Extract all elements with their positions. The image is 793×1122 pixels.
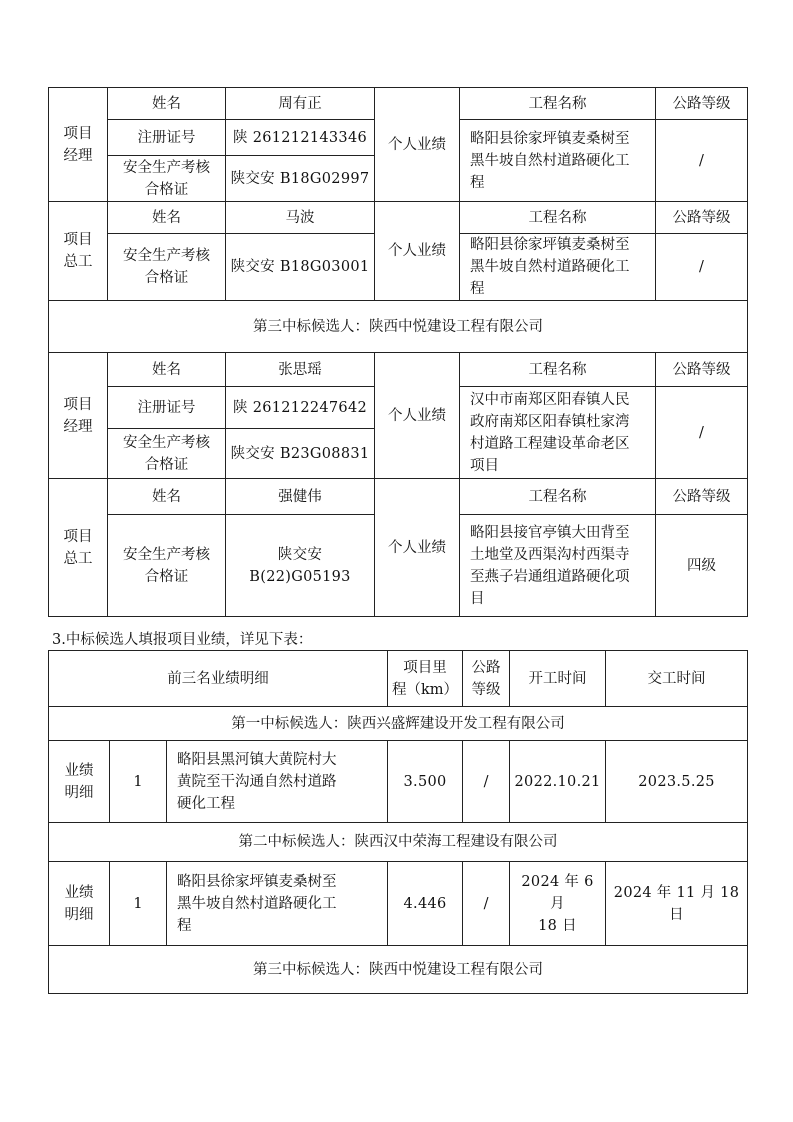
candidate-banner: 第三中标候选人：陕西中悦建设工程有限公司 <box>49 301 748 353</box>
road-grade: / <box>656 234 748 301</box>
road-grade: / <box>656 120 748 202</box>
finish-date: 2024 年 11 月 18 日 <box>606 862 748 946</box>
section-note: 3.中标候选人填报项目业绩，详见下表： <box>52 632 313 648</box>
road-grade: / <box>463 862 510 946</box>
start-date: 2024 年 6 月 18 日 <box>510 862 606 946</box>
role-cell: 项目 经理 <box>49 353 108 479</box>
project-name-header: 工程名称 <box>460 88 656 120</box>
row-index: 1 <box>110 741 167 823</box>
registration-label: 注册证号 <box>108 387 226 429</box>
grade-header: 公路 等级 <box>463 651 510 707</box>
person-name: 周有正 <box>226 88 375 120</box>
role-cell: 项目 经理 <box>49 88 108 202</box>
name-label: 姓名 <box>108 479 226 515</box>
row-label: 业绩 明细 <box>49 862 110 946</box>
safety-cert-label: 安全生产考核 合格证 <box>108 234 226 301</box>
performance-label: 个人业绩 <box>375 479 460 617</box>
road-grade: / <box>656 387 748 479</box>
project-name-header: 工程名称 <box>460 353 656 387</box>
performance-label: 个人业绩 <box>375 202 460 301</box>
person-name: 张思瑶 <box>226 353 375 387</box>
name-label: 姓名 <box>108 202 226 234</box>
safety-cert-number: 陕交安 B18G02997 <box>226 156 375 202</box>
road-grade: / <box>463 741 510 823</box>
project-name: 略阳县徐家坪镇麦桑树至 黑牛坡自然村道路硬化工 程 <box>167 862 388 946</box>
detail-header: 前三名业绩明细 <box>49 651 388 707</box>
project-staff-table <box>48 87 748 617</box>
candidate-banner: 第二中标候选人：陕西汉中荣海工程建设有限公司 <box>49 823 748 862</box>
project-name: 略阳县徐家坪镇麦桑树至 黑牛坡自然村道路硬化工 程 <box>460 234 656 301</box>
row-index: 1 <box>110 862 167 946</box>
road-grade-header: 公路等级 <box>656 202 748 234</box>
mileage-header: 项目里 程（km） <box>388 651 463 707</box>
project-name: 汉中市南郑区阳春镇人民 政府南郑区阳春镇杜家湾 村道路工程建设革命老区 项目 <box>460 387 656 479</box>
performance-label: 个人业绩 <box>375 88 460 202</box>
start-date-header: 开工时间 <box>510 651 606 707</box>
safety-cert-number: 陕交安 B18G03001 <box>226 234 375 301</box>
person-name: 马波 <box>226 202 375 234</box>
name-label: 姓名 <box>108 88 226 120</box>
registration-number: 陕 261212143346 <box>226 120 375 156</box>
person-name: 强健伟 <box>226 479 375 515</box>
name-label: 姓名 <box>108 353 226 387</box>
mileage: 4.446 <box>388 862 463 946</box>
road-grade: 四级 <box>656 515 748 617</box>
role-cell: 项目 总工 <box>49 202 108 301</box>
candidate-performance-table <box>48 650 748 994</box>
safety-cert-label: 安全生产考核 合格证 <box>108 156 226 202</box>
safety-cert-label: 安全生产考核 合格证 <box>108 515 226 617</box>
role-cell: 项目 总工 <box>49 479 108 617</box>
road-grade-header: 公路等级 <box>656 88 748 120</box>
project-name: 略阳县接官亭镇大田背至 土地堂及西渠沟村西渠寺 至燕子岩通组道路硬化项 目 <box>460 515 656 617</box>
performance-label: 个人业绩 <box>375 353 460 479</box>
safety-cert-number: 陕交安 B23G08831 <box>226 429 375 479</box>
safety-cert-label: 安全生产考核 合格证 <box>108 429 226 479</box>
project-name-header: 工程名称 <box>460 202 656 234</box>
road-grade-header: 公路等级 <box>656 353 748 387</box>
safety-cert-number: 陕交安 B(22)G05193 <box>226 515 375 617</box>
finish-date: 2023.5.25 <box>606 741 748 823</box>
start-date: 2022.10.21 <box>510 741 606 823</box>
candidate-banner: 第一中标候选人：陕西兴盛辉建设开发工程有限公司 <box>49 707 748 741</box>
project-name: 略阳县黑河镇大黄院村大 黄院至干沟通自然村道路 硬化工程 <box>167 741 388 823</box>
road-grade-header: 公路等级 <box>656 479 748 515</box>
row-label: 业绩 明细 <box>49 741 110 823</box>
project-name: 略阳县徐家坪镇麦桑树至 黑牛坡自然村道路硬化工 程 <box>460 120 656 202</box>
mileage: 3.500 <box>388 741 463 823</box>
registration-number: 陕 261212247642 <box>226 387 375 429</box>
project-name-header: 工程名称 <box>460 479 656 515</box>
registration-label: 注册证号 <box>108 120 226 156</box>
finish-date-header: 交工时间 <box>606 651 748 707</box>
candidate-banner: 第三中标候选人：陕西中悦建设工程有限公司 <box>49 946 748 994</box>
